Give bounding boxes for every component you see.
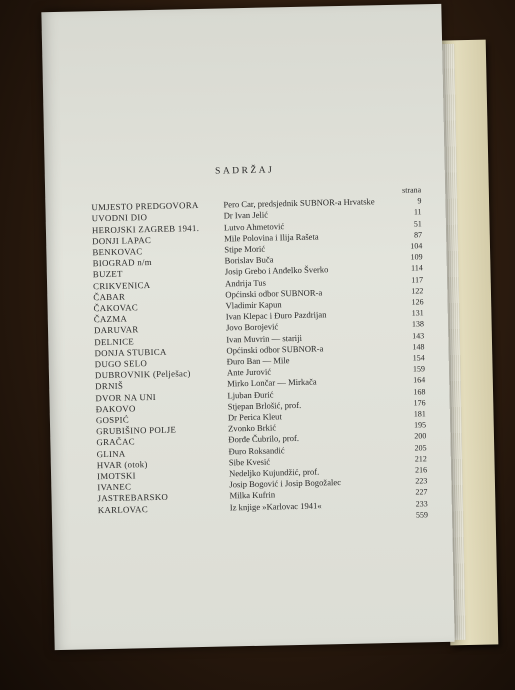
toc-place: DELNICE [94, 336, 135, 347]
table-of-contents [91, 184, 428, 527]
toc-place: GRUBIŠINO POLJE [96, 424, 177, 437]
toc-place: KARLOVAC [97, 503, 149, 515]
toc-page-number: 104 [410, 241, 423, 251]
toc-place: IVANEC [97, 481, 132, 493]
toc-place: HEROJSKI ZAGREB 1941. [91, 222, 200, 235]
toc-place: GLINA [96, 448, 126, 459]
toc-place: GOSPIĆ [95, 414, 130, 426]
toc-author: Andrija Tus [224, 277, 267, 289]
toc-page-number: 154 [412, 353, 425, 363]
toc-page-number: 122 [411, 286, 424, 296]
toc-author: Stjepan Brlošić, prof. [227, 399, 302, 412]
toc-place: BENKOVAC [92, 246, 143, 258]
toc-author: Dr Perica Kleut [227, 411, 282, 423]
toc-place: DONJA STUBICA [94, 346, 167, 359]
toc-page-number: 87 [414, 230, 423, 240]
toc-place: ČAZMA [93, 313, 128, 325]
toc-author: Josip Grebo i Anđelko Šverko [224, 264, 329, 277]
toc-page-number: 212 [414, 454, 427, 464]
toc-author: Sibe Kvesić [228, 456, 271, 468]
toc-author: Ivan Klepac i Đuro Pazdrijan [225, 309, 327, 322]
toc-page-number: 114 [411, 263, 423, 273]
toc-page-number: 176 [413, 398, 426, 408]
toc-page-number: 11 [413, 207, 422, 217]
toc-author: Dr Ivan Jelić [223, 209, 269, 221]
toc-page-number: 223 [415, 476, 428, 486]
toc-author: Stipe Morić [224, 243, 266, 255]
toc-place: DRNIŠ [95, 381, 124, 392]
toc-place: DARUVAR [93, 324, 139, 336]
toc-author: Jovo Borojević [225, 321, 279, 333]
toc-page-number: 233 [415, 498, 428, 509]
toc-place: DONJI LAPAC [92, 234, 152, 247]
toc-place: CRIKVENICA [92, 279, 151, 291]
toc-author: Đorđe Čubrilo, prof. [228, 433, 300, 445]
toc-place: JASTREBARSKO [97, 492, 169, 504]
toc-author: Milka Kufrin [229, 489, 276, 501]
toc-page-number: 109 [410, 252, 423, 262]
toc-author: Pero Car, predsjednik SUBNOR-a Hrvatske [223, 196, 375, 210]
toc-author: Općinski odbor SUBNOR-a [226, 343, 324, 356]
toc-page-number: 159 [412, 364, 426, 374]
toc-page-number: 51 [413, 218, 422, 229]
toc-page-number: 164 [413, 375, 426, 386]
toc-place: GRAČAC [96, 436, 135, 448]
toc-place: BIOGRAD n/m [92, 257, 152, 269]
toc-place: HVAR (otok) [96, 459, 148, 471]
toc-place: DUGO SELO [94, 358, 148, 370]
toc-page-number: 143 [412, 330, 425, 341]
toc-author: Borislav Buča [224, 254, 274, 266]
toc-author: Ivan Muvrin — stariji [226, 332, 303, 345]
toc-place: DUBROVNIK (Pelješac) [94, 368, 191, 381]
toc-page-number: 117 [411, 274, 424, 285]
toc-author: Zvonko Brkić [228, 422, 277, 434]
toc-author: Općinski odbor SUBNOR-a [225, 287, 323, 300]
toc-page-number: 126 [411, 297, 424, 307]
toc-place: ĐAKOVO [95, 403, 136, 415]
toc-page-number: 9 [417, 196, 422, 206]
toc-place: UMJESTO PREDGOVORA [91, 200, 199, 213]
toc-author: Đuro Ban — Mile [226, 355, 290, 367]
toc-page-number: 138 [411, 319, 425, 330]
toc-page-number: 131 [411, 308, 424, 318]
toc-place: UVODNI DIO [91, 212, 148, 224]
toc-author: Josip Bogović i Josip Bogožalec [229, 477, 342, 490]
toc-author: Vladimir Kapun [225, 299, 282, 311]
toc-author: Mirko Lončar — Mirkača [227, 377, 317, 389]
toc-author: Đuro Roksandić [228, 444, 285, 457]
toc-author: Mile Polovina i Ilija Rašeta [224, 231, 319, 244]
toc-page-number: 205 [414, 442, 427, 453]
page-column-header: strana [401, 185, 422, 195]
toc-author: Ante Jurović [226, 366, 272, 378]
toc-author: Ljuban Đurić [227, 389, 274, 401]
toc-author: Iz knjige »Karlovac 1941« [229, 500, 322, 513]
page-title: SADRŽAJ [215, 165, 275, 177]
toc-place: BUZET [92, 269, 123, 280]
toc-place: DVOR NA UNI [95, 391, 157, 403]
toc-place: ČAKOVAC [93, 302, 139, 314]
toc-page-number: 181 [413, 409, 426, 419]
toc-place: ČABAR [93, 291, 126, 303]
toc-page-number: 200 [414, 431, 427, 442]
toc-page-number: 227 [415, 487, 428, 498]
toc-page-number: 148 [412, 342, 425, 352]
toc-page-number: 195 [414, 420, 427, 430]
toc-place: IMOTSKI [96, 470, 136, 482]
toc-page-number: 559 [415, 510, 429, 520]
toc-author: Lutvo Ahmetović [223, 220, 285, 233]
toc-author: Nedeljko Kujundžić, prof. [228, 466, 320, 479]
book-page [41, 4, 454, 650]
toc-page-number: 216 [414, 465, 428, 475]
toc-page-number: 168 [413, 386, 426, 397]
